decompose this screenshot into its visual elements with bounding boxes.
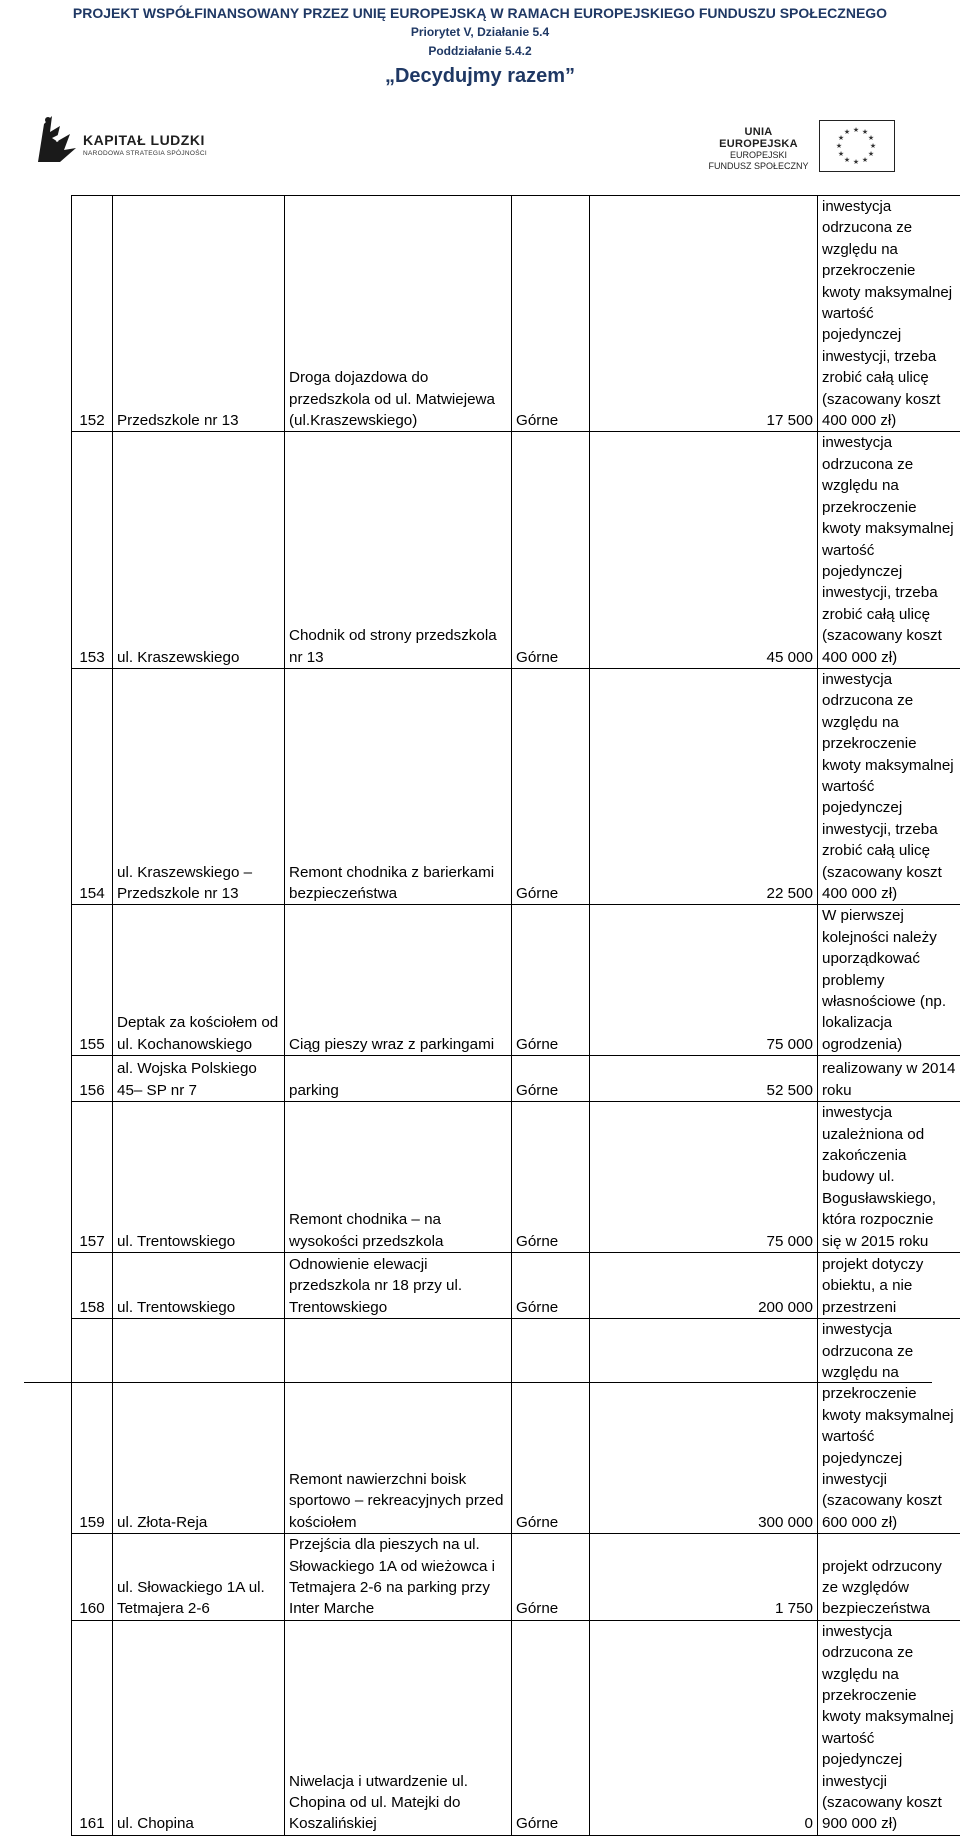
table-row (72, 1620, 960, 1835)
row-district: Górne (512, 905, 590, 1056)
logo-left-subtitle: NARODOWA STRATEGIA SPÓJNOŚCI (83, 150, 207, 157)
row-number: 159 (72, 1319, 113, 1534)
row-amount: 1 750 (590, 1534, 818, 1621)
row-location: ul. Kraszewskiego (113, 432, 285, 668)
logo-left-title: KAPITAŁ LUDZKI (83, 132, 207, 148)
row-amount: 300 000 (590, 1319, 818, 1534)
row-district: Górne (512, 1319, 590, 1534)
row-remark: projekt dotyczy obiektu, a nie przestrzeni (818, 1253, 960, 1319)
row-amount: 22 500 (590, 668, 818, 904)
row-remark: projekt odrzucony ze względów bezpieczeństwa (818, 1534, 960, 1621)
project-funding-line: PROJEKT WSPÓŁFINANSOWANY PRZEZ UNIĘ EUROPEJSKĄ W RAMACH EUROPEJSKIEGO FUNDUSZU SPOŁECZNEGO (0, 4, 960, 23)
kapital-ludzki-logo (30, 112, 230, 170)
row-project: Niwelacja i utwardzenie ul. Chopina od ul. Matejki do Koszalińskiej (285, 1620, 512, 1835)
row-district: Górne (512, 432, 590, 668)
svg-text:★: ★ (870, 142, 876, 150)
row-district: Górne (512, 1534, 590, 1621)
row-project: Remont chodnika – na wysokości przedszkola (285, 1102, 512, 1253)
svg-text:★: ★ (868, 150, 874, 158)
table-row (72, 1319, 960, 1534)
row-district: Górne (512, 196, 590, 432)
table-row (72, 432, 960, 668)
row-number: 156 (72, 1056, 113, 1102)
kapital-ludzki-emblem-icon (30, 112, 80, 170)
row-amount: 17 500 (590, 196, 818, 432)
row-remark: realizowany w 2014 roku (818, 1056, 960, 1102)
priority-line: Priorytet V, Działanie 5.4 (0, 23, 960, 42)
row-district: Górne (512, 1056, 590, 1102)
logo-right-line1: UNIA EUROPEJSKA (706, 126, 811, 150)
row-location: Deptak za kościołem od ul. Kochanowskiego (113, 905, 285, 1056)
row-project: Przejścia dla pieszych na ul. Słowackiego 1A od wieżowca i Tetmajera 2-6 na parking przy Inter Marche (285, 1534, 512, 1621)
projects-table (71, 195, 960, 1836)
row-remark: inwestycja odrzucona ze względu na przekroczenie kwoty maksymalnej wartość pojedynczej inwestycji, trzeba zrobić całą ulicę (szacowany koszt 400 000 zł) (818, 196, 960, 432)
row-amount: 200 000 (590, 1253, 818, 1319)
row-number: 152 (72, 196, 113, 432)
svg-text:★: ★ (838, 150, 844, 158)
row-number: 161 (72, 1620, 113, 1835)
row-district: Górne (512, 1102, 590, 1253)
row-district: Górne (512, 1253, 590, 1319)
svg-text:★: ★ (862, 128, 868, 136)
svg-text:★: ★ (862, 156, 868, 164)
row-project: Remont nawierzchni boisk sportowo – rekreacyjnych przed kościołem (285, 1319, 512, 1534)
row-location: Przedszkole nr 13 (113, 196, 285, 432)
svg-text:★: ★ (853, 126, 859, 134)
svg-text:★: ★ (844, 128, 850, 136)
row-remark: inwestycja uzależniona od zakończenia budowy ul. Bogusławskiego, która rozpocznie się w 2015 roku (818, 1102, 960, 1253)
row-location: ul. Słowackiego 1A ul. Tetmajera 2-6 (113, 1534, 285, 1621)
row-district: Górne (512, 1620, 590, 1835)
table-row (72, 1253, 960, 1319)
row-number: 153 (72, 432, 113, 668)
logo-right-line3: FUNDUSZ SPOŁECZNY (706, 161, 811, 172)
row-remark: inwestycja odrzucona ze względu na przekroczenie kwoty maksymalnej wartość pojedynczej inwestycji (szacowany koszt 600 000 zł) (818, 1319, 960, 1534)
project-name: „Decydujmy razem” (0, 63, 960, 89)
svg-text:★: ★ (868, 134, 874, 142)
logo-right-line2: EUROPEJSKI (706, 150, 811, 161)
row-location: ul. Kraszewskiego – Przedszkole nr 13 (113, 668, 285, 904)
row-location: ul. Trentowskiego (113, 1102, 285, 1253)
row-amount: 0 (590, 1620, 818, 1835)
row-number: 160 (72, 1534, 113, 1621)
row-location: ul. Złota-Reja (113, 1319, 285, 1534)
row-project: Ciąg pieszy wraz z parkingami (285, 905, 512, 1056)
table-row (72, 905, 960, 1056)
row-remark: W pierwszej kolejności należy uporządkować problemy własnościowe (np. lokalizacja ogrodzenia) (818, 905, 960, 1056)
row-location: ul. Chopina (113, 1620, 285, 1835)
row-amount: 52 500 (590, 1056, 818, 1102)
table-row (72, 1102, 960, 1253)
eu-flag-icon (819, 120, 895, 172)
row-remark: inwestycja odrzucona ze względu na przekroczenie kwoty maksymalnej wartość pojedynczej inwestycji, trzeba zrobić całą ulicę (szacowany koszt 400 000 zł) (818, 668, 960, 904)
table-row (72, 196, 960, 432)
row-location: al. Wojska Polskiego 45– SP nr 7 (113, 1056, 285, 1102)
svg-text:★: ★ (844, 156, 850, 164)
row-amount: 45 000 (590, 432, 818, 668)
table-row (72, 1056, 960, 1102)
svg-text:★: ★ (838, 134, 844, 142)
row-project: Droga dojazdowa do przedszkola od ul. Matwiejewa (ul.Kraszewskiego) (285, 196, 512, 432)
row-project: Remont chodnika z barierkami bezpieczeństwa (285, 668, 512, 904)
svg-text:★: ★ (836, 142, 842, 150)
row-project: parking (285, 1056, 512, 1102)
row-remark: inwestycja odrzucona ze względu na przekroczenie kwoty maksymalnej wartość pojedynczej inwestycji, trzeba zrobić całą ulicę (szacowany koszt 400 000 zł) (818, 432, 960, 668)
eu-logo (706, 118, 896, 174)
row-amount: 75 000 (590, 905, 818, 1056)
row-amount: 75 000 (590, 1102, 818, 1253)
row-project: Chodnik od strony przedszkola nr 13 (285, 432, 512, 668)
table-row (72, 1534, 960, 1621)
row-number: 158 (72, 1253, 113, 1319)
row-number: 154 (72, 668, 113, 904)
row-number: 157 (72, 1102, 113, 1253)
document-header (0, 0, 960, 89)
row-remark: inwestycja odrzucona ze względu na przekroczenie kwoty maksymalnej wartość pojedynczej inwestycji (szacowany koszt 900 000 zł) (818, 1620, 960, 1835)
row-location: ul. Trentowskiego (113, 1253, 285, 1319)
subaction-line: Poddziałanie 5.4.2 (0, 42, 960, 61)
footer-divider (24, 1382, 932, 1383)
row-number: 155 (72, 905, 113, 1056)
row-district: Górne (512, 668, 590, 904)
svg-text:★: ★ (853, 158, 859, 166)
row-project: Odnowienie elewacji przedszkola nr 18 przy ul. Trentowskiego (285, 1253, 512, 1319)
table-row (72, 668, 960, 904)
